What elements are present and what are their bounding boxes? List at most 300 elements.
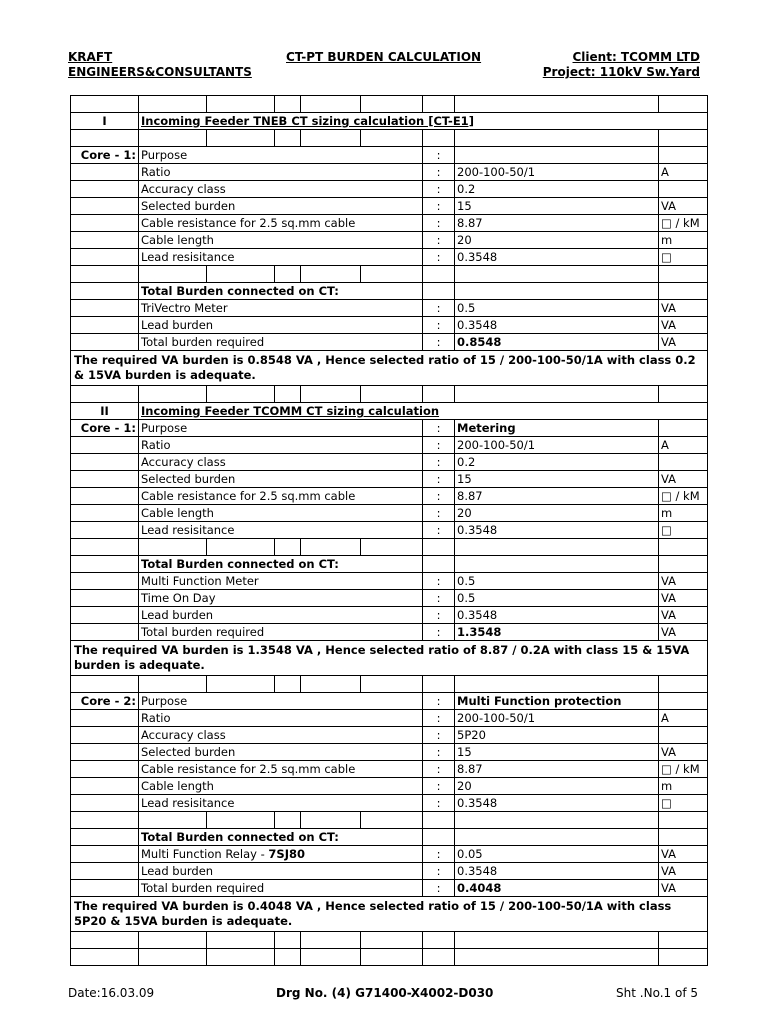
colon-separator: : (423, 181, 455, 198)
empty-cell (423, 676, 455, 693)
empty-cell (659, 386, 708, 403)
parameter-row (71, 727, 708, 744)
parameter-row (71, 437, 708, 454)
empty-cell (71, 846, 139, 863)
parameter-name: Ratio (139, 710, 423, 727)
empty-cell (361, 949, 423, 966)
empty-cell (71, 590, 139, 607)
parameter-name: Ratio (139, 164, 423, 181)
parameter-unit: m (659, 505, 708, 522)
purpose-row (71, 420, 708, 437)
empty-cell (423, 556, 455, 573)
total-burden-heading: Total Burden connected on CT: (139, 829, 423, 846)
colon-separator: : (423, 198, 455, 215)
parameter-name: Purpose (139, 147, 423, 164)
empty-cell (659, 539, 708, 556)
parameter-value: 0.05 (455, 846, 659, 863)
empty-cell (455, 539, 659, 556)
parameter-unit: VA (659, 300, 708, 317)
parameter-name: Multi Function Meter (139, 573, 423, 590)
parameter-value: 1.3548 (455, 624, 659, 641)
colon-separator: : (423, 607, 455, 624)
empty-cell (71, 522, 139, 539)
parameter-name: Cable resistance for 2.5 sq.mm cable (139, 488, 423, 505)
parameter-unit (659, 693, 708, 710)
section-number: I (71, 113, 139, 130)
colon-separator: : (423, 505, 455, 522)
parameter-row (71, 164, 708, 181)
parameter-name: Ratio (139, 437, 423, 454)
empty-cell (301, 96, 361, 113)
empty-cell (139, 932, 207, 949)
burden-calculation-table (70, 95, 708, 966)
parameter-name: Total burden required (139, 880, 423, 897)
parameter-name: Selected burden (139, 471, 423, 488)
empty-cell (207, 130, 275, 147)
empty-cell (455, 556, 659, 573)
parameter-unit: VA (659, 624, 708, 641)
empty-cell (71, 949, 139, 966)
empty-cell (301, 949, 361, 966)
empty-cell (275, 96, 301, 113)
parameter-row (71, 488, 708, 505)
parameter-name: Lead burden (139, 863, 423, 880)
empty-cell (71, 437, 139, 454)
parameter-unit: □ (659, 249, 708, 266)
colon-separator: : (423, 471, 455, 488)
empty-cell (71, 215, 139, 232)
empty-cell (659, 266, 708, 283)
burden-row (71, 590, 708, 607)
blank-row (71, 676, 708, 693)
parameter-unit: A (659, 164, 708, 181)
parameter-unit (659, 181, 708, 198)
empty-cell (71, 556, 139, 573)
purpose-row (71, 147, 708, 164)
burden-row (71, 846, 708, 863)
empty-cell (275, 539, 301, 556)
blank-row (71, 949, 708, 966)
empty-cell (139, 539, 207, 556)
empty-cell (71, 283, 139, 300)
empty-cell (207, 949, 275, 966)
empty-cell (423, 96, 455, 113)
empty-cell (207, 266, 275, 283)
document-title: CT-PT BURDEN CALCULATION (286, 50, 482, 64)
empty-cell (71, 164, 139, 181)
blank-row (71, 812, 708, 829)
parameter-value: Metering (455, 420, 659, 437)
empty-cell (71, 863, 139, 880)
parameter-row (71, 795, 708, 812)
empty-cell (71, 607, 139, 624)
company-name (68, 50, 252, 80)
company-line-2: ENGINEERS&CONSULTANTS (68, 65, 252, 79)
parameter-name: Accuracy class (139, 181, 423, 198)
parameter-row (71, 198, 708, 215)
colon-separator: : (423, 522, 455, 539)
section-title: Incoming Feeder TCOMM CT sizing calculation (139, 403, 708, 420)
parameter-name: Lead burden (139, 317, 423, 334)
parameter-value: 8.87 (455, 215, 659, 232)
parameter-name: Selected burden (139, 744, 423, 761)
empty-cell (71, 761, 139, 778)
parameter-name: Lead resisitance (139, 522, 423, 539)
empty-cell (71, 300, 139, 317)
parameter-row (71, 778, 708, 795)
empty-cell (361, 96, 423, 113)
parameter-unit (659, 454, 708, 471)
empty-cell (455, 676, 659, 693)
colon-separator: : (423, 300, 455, 317)
empty-cell (71, 812, 139, 829)
parameter-value: 0.5 (455, 300, 659, 317)
empty-cell (71, 334, 139, 351)
empty-cell (275, 949, 301, 966)
empty-cell (71, 488, 139, 505)
parameter-value: 20 (455, 778, 659, 795)
blank-row (71, 932, 708, 949)
total-burden-heading: Total Burden connected on CT: (139, 556, 423, 573)
empty-cell (423, 386, 455, 403)
colon-separator: : (423, 795, 455, 812)
empty-cell (275, 386, 301, 403)
empty-cell (207, 676, 275, 693)
parameter-unit (659, 727, 708, 744)
colon-separator: : (423, 317, 455, 334)
parameter-value: 8.87 (455, 488, 659, 505)
empty-cell (423, 812, 455, 829)
parameter-unit (659, 147, 708, 164)
empty-cell (207, 539, 275, 556)
empty-cell (455, 386, 659, 403)
empty-cell (423, 283, 455, 300)
parameter-value: 0.2 (455, 454, 659, 471)
empty-cell (71, 386, 139, 403)
parameter-unit: A (659, 437, 708, 454)
parameter-name: Lead resisitance (139, 249, 423, 266)
empty-cell (659, 829, 708, 846)
total-heading-row (71, 829, 708, 846)
empty-cell (659, 283, 708, 300)
empty-cell (361, 676, 423, 693)
colon-separator: : (423, 147, 455, 164)
empty-cell (71, 181, 139, 198)
empty-cell (423, 932, 455, 949)
blank-row (71, 266, 708, 283)
parameter-row (71, 232, 708, 249)
parameter-row (71, 522, 708, 539)
empty-cell (455, 130, 659, 147)
section-title: Incoming Feeder TNEB CT sizing calculation [CT-E1] (139, 113, 708, 130)
empty-cell (659, 130, 708, 147)
empty-cell (455, 812, 659, 829)
colon-separator: : (423, 727, 455, 744)
parameter-name: Total burden required (139, 624, 423, 641)
empty-cell (301, 539, 361, 556)
colon-separator: : (423, 880, 455, 897)
colon-separator: : (423, 215, 455, 232)
parameter-value: 15 (455, 471, 659, 488)
parameter-value: 8.87 (455, 761, 659, 778)
parameter-value: 200-100-50/1 (455, 437, 659, 454)
empty-cell (275, 932, 301, 949)
parameter-value: Multi Function protection (455, 693, 659, 710)
conclusion-text: The required VA burden is 1.3548 VA , Hence selected ratio of 8.87 / 0.2A with class 15 & 15VA burden is adequate. (71, 641, 708, 676)
blank-row (71, 130, 708, 147)
colon-separator: : (423, 437, 455, 454)
parameter-row (71, 744, 708, 761)
burden-row (71, 300, 708, 317)
empty-cell (207, 96, 275, 113)
empty-cell (455, 96, 659, 113)
colon-separator: : (423, 232, 455, 249)
colon-separator: : (423, 761, 455, 778)
parameter-name: Time On Day (139, 590, 423, 607)
parameter-unit: VA (659, 863, 708, 880)
empty-cell (71, 198, 139, 215)
parameter-name: Cable resistance for 2.5 sq.mm cable (139, 761, 423, 778)
empty-cell (455, 932, 659, 949)
parameter-value: 0.2 (455, 181, 659, 198)
empty-cell (71, 573, 139, 590)
empty-cell (423, 266, 455, 283)
empty-cell (659, 932, 708, 949)
empty-cell (275, 676, 301, 693)
parameter-name: Lead resisitance (139, 795, 423, 812)
company-line-1: KRAFT (68, 50, 113, 64)
parameter-unit: VA (659, 744, 708, 761)
parameter-value: 0.5 (455, 573, 659, 590)
empty-cell (71, 317, 139, 334)
empty-cell (423, 130, 455, 147)
blank-row (71, 539, 708, 556)
parameter-row (71, 710, 708, 727)
empty-cell (71, 932, 139, 949)
colon-separator: : (423, 693, 455, 710)
parameter-name: Cable length (139, 505, 423, 522)
burden-row (71, 607, 708, 624)
empty-cell (659, 949, 708, 966)
burden-row (71, 334, 708, 351)
empty-cell (301, 386, 361, 403)
empty-cell (71, 829, 139, 846)
empty-cell (361, 266, 423, 283)
burden-row (71, 880, 708, 897)
parameter-unit: m (659, 778, 708, 795)
client-project-block (543, 50, 700, 80)
parameter-value: 200-100-50/1 (455, 710, 659, 727)
parameter-unit: m (659, 232, 708, 249)
parameter-unit: VA (659, 846, 708, 863)
colon-separator: : (423, 164, 455, 181)
parameter-value: 0.3548 (455, 522, 659, 539)
parameter-row (71, 249, 708, 266)
empty-cell (301, 130, 361, 147)
parameter-unit (659, 420, 708, 437)
empty-cell (71, 676, 139, 693)
empty-cell (71, 96, 139, 113)
empty-cell (71, 727, 139, 744)
empty-cell (71, 232, 139, 249)
parameter-model: 7SJ80 (268, 847, 305, 861)
parameter-unit: □ / kM (659, 488, 708, 505)
empty-cell (361, 386, 423, 403)
core-label: Core - 2: (71, 693, 139, 710)
empty-cell (71, 624, 139, 641)
parameter-value: 15 (455, 198, 659, 215)
empty-cell (71, 880, 139, 897)
parameter-value: 0.3548 (455, 317, 659, 334)
conclusion-text: The required VA burden is 0.8548 VA , Hence selected ratio of 15 / 200-100-50/1A with class 0.2 & 15VA burden is adequate. (71, 351, 708, 386)
empty-cell (361, 812, 423, 829)
parameter-row (71, 454, 708, 471)
purpose-row (71, 693, 708, 710)
parameter-value: 0.3548 (455, 863, 659, 880)
parameter-value: 0.5 (455, 590, 659, 607)
colon-separator: : (423, 744, 455, 761)
parameter-name: Cable length (139, 778, 423, 795)
colon-separator: : (423, 590, 455, 607)
burden-row (71, 573, 708, 590)
empty-cell (659, 96, 708, 113)
empty-cell (71, 539, 139, 556)
empty-cell (275, 266, 301, 283)
parameter-name: Cable resistance for 2.5 sq.mm cable (139, 215, 423, 232)
parameter-row (71, 505, 708, 522)
empty-cell (659, 812, 708, 829)
blank-row (71, 386, 708, 403)
empty-cell (423, 949, 455, 966)
empty-cell (207, 812, 275, 829)
parameter-name: Cable length (139, 232, 423, 249)
colon-separator: : (423, 846, 455, 863)
colon-separator: : (423, 454, 455, 471)
parameter-value: 20 (455, 232, 659, 249)
empty-cell (455, 829, 659, 846)
empty-cell (71, 795, 139, 812)
parameter-value: 0.4048 (455, 880, 659, 897)
burden-row (71, 317, 708, 334)
conclusion-row (71, 641, 708, 676)
empty-cell (71, 778, 139, 795)
parameter-value: 200-100-50/1 (455, 164, 659, 181)
empty-cell (455, 283, 659, 300)
empty-cell (139, 949, 207, 966)
core-label: Core - 1: (71, 420, 139, 437)
parameter-unit: VA (659, 317, 708, 334)
empty-cell (361, 932, 423, 949)
section-number: II (71, 403, 139, 420)
parameter-unit: VA (659, 880, 708, 897)
conclusion-text: The required VA burden is 0.4048 VA , Hence selected ratio of 15 / 200-100-50/1A with class 5P20 & 15VA burden is adequate. (71, 897, 708, 932)
empty-cell (455, 949, 659, 966)
parameter-name: Purpose (139, 693, 423, 710)
parameter-name: Total burden required (139, 334, 423, 351)
parameter-value: 0.3548 (455, 249, 659, 266)
empty-cell (207, 932, 275, 949)
parameter-unit: □ / kM (659, 215, 708, 232)
document-footer (68, 986, 698, 1004)
empty-cell (455, 266, 659, 283)
parameter-name: Lead burden (139, 607, 423, 624)
parameter-unit: VA (659, 198, 708, 215)
colon-separator: : (423, 624, 455, 641)
empty-cell (361, 130, 423, 147)
parameter-name: TriVectro Meter (139, 300, 423, 317)
parameter-value (455, 147, 659, 164)
parameter-row (71, 471, 708, 488)
parameter-name: Selected burden (139, 198, 423, 215)
footer-date: Date:16.03.09 (68, 986, 155, 1000)
parameter-value: 20 (455, 505, 659, 522)
parameter-row (71, 215, 708, 232)
parameter-name-text: Multi Function Relay - (141, 847, 269, 861)
conclusion-row (71, 351, 708, 386)
parameter-value: 15 (455, 744, 659, 761)
parameter-unit: A (659, 710, 708, 727)
empty-cell (423, 829, 455, 846)
empty-cell (423, 539, 455, 556)
empty-cell (71, 266, 139, 283)
parameter-value: 0.3548 (455, 795, 659, 812)
colon-separator: : (423, 334, 455, 351)
empty-cell (301, 932, 361, 949)
empty-cell (659, 676, 708, 693)
colon-separator: : (423, 488, 455, 505)
conclusion-row (71, 897, 708, 932)
client-name: Client: TCOMM LTD (572, 50, 700, 64)
colon-separator: : (423, 420, 455, 437)
empty-cell (71, 744, 139, 761)
empty-cell (207, 386, 275, 403)
empty-cell (139, 812, 207, 829)
parameter-value: 0.3548 (455, 607, 659, 624)
empty-cell (71, 471, 139, 488)
empty-cell (71, 249, 139, 266)
empty-cell (301, 676, 361, 693)
parameter-row (71, 761, 708, 778)
empty-cell (275, 130, 301, 147)
empty-cell (275, 812, 301, 829)
total-burden-heading: Total Burden connected on CT: (139, 283, 423, 300)
section-heading-row (71, 113, 708, 130)
parameter-unit: □ / kM (659, 761, 708, 778)
parameter-row (71, 181, 708, 198)
empty-cell (139, 130, 207, 147)
drawing-number: Drg No. (4) G71400-X4002-D030 (276, 986, 494, 1000)
burden-row (71, 863, 708, 880)
total-heading-row (71, 556, 708, 573)
parameter-unit: VA (659, 607, 708, 624)
colon-separator: : (423, 863, 455, 880)
colon-separator: : (423, 573, 455, 590)
parameter-unit: VA (659, 471, 708, 488)
parameter-unit: VA (659, 573, 708, 590)
empty-cell (139, 676, 207, 693)
project-name: Project: 110kV Sw.Yard (542, 65, 700, 79)
parameter-value: 5P20 (455, 727, 659, 744)
empty-cell (301, 266, 361, 283)
section-heading-row (71, 403, 708, 420)
parameter-name (139, 846, 423, 863)
parameter-name: Purpose (139, 420, 423, 437)
empty-cell (139, 96, 207, 113)
parameter-name: Accuracy class (139, 454, 423, 471)
colon-separator: : (423, 710, 455, 727)
empty-cell (361, 539, 423, 556)
document-header (68, 50, 700, 80)
